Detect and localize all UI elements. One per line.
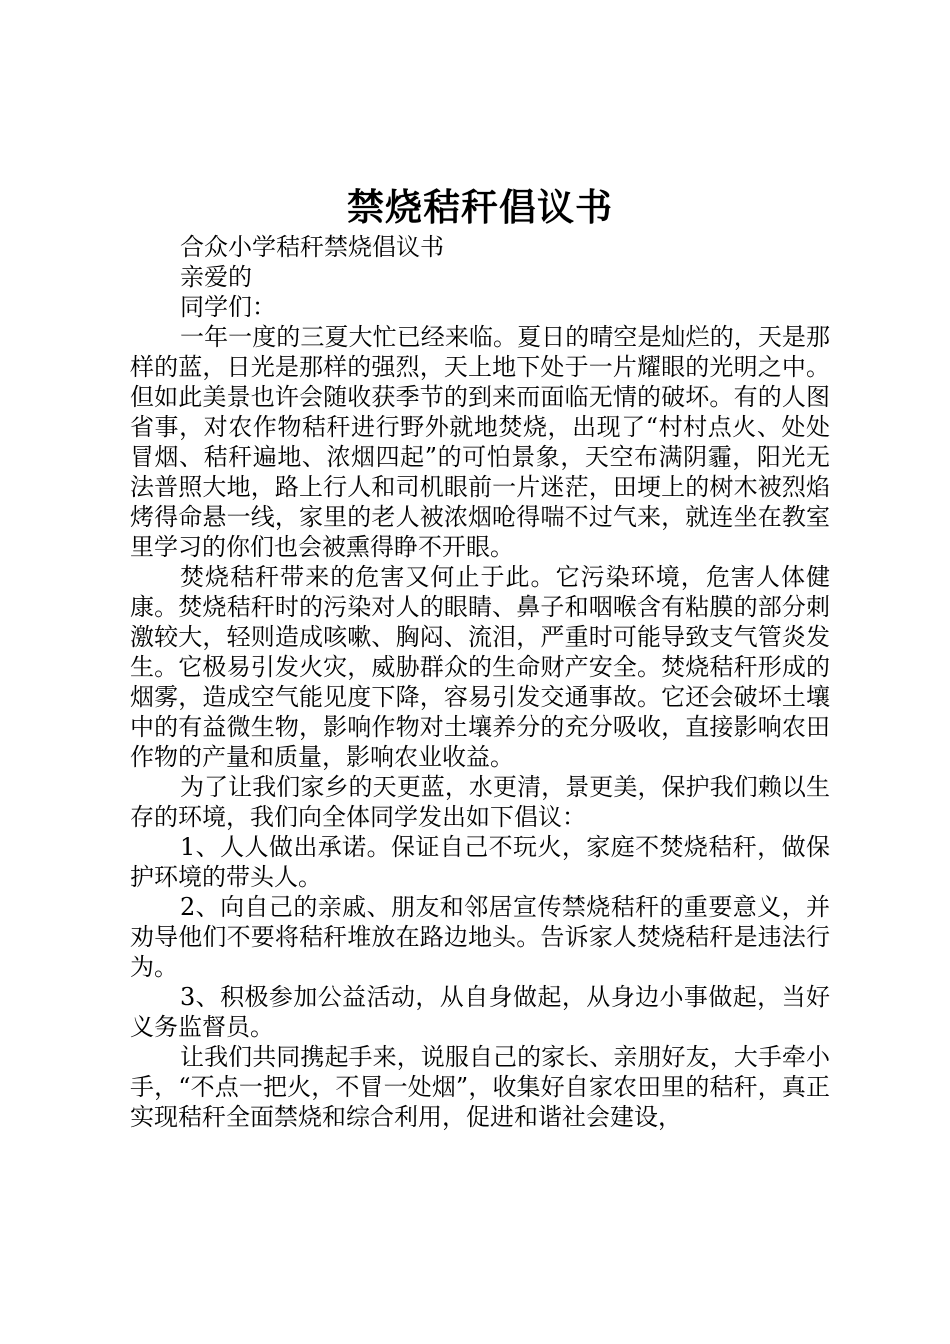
salutation-line-2: 同学们： — [180, 293, 276, 321]
salutation-line-1: 亲爱的 — [180, 263, 252, 291]
paragraph: 一年一度的三夏大忙已经来临。夏日的晴空是灿烂的，天是那样的蓝，日光是那样的强烈，天上地下处于一片耀眼的光明之中。但如此美景也许会随收获季节的到来而面临无情的破坏。有的人图省事，对农作物秸秆进行野外就地焚烧，出现了“村村点火、处处冒烟、秸秆遍地、浓烟四起”的可怕景象，天空布满阴霾，阳光无法普照大地，路上行人和司机眼前一片迷茫，田埂上的树木被烈焰烤得命悬一线，家里的老人被浓烟呛得喘不过气来，就连坐在教室里学习的你们也会被熏得睁不开眼。 — [130, 323, 830, 561]
list-item: 1、人人做出承诺。保证自己不玩火，家庭不焚烧秸秆，做保护环境的带头人。 — [130, 833, 830, 891]
paragraph: 焚烧秸秆带来的危害又何止于此。它污染环境，危害人体健康。焚烧秸秆时的污染对人的眼睛、鼻子和咽喉含有粘膜的部分刺激较大，轻则造成咳嗽、胸闷、流泪，严重时可能导致支气管炎发生。它极易引发火灾，威胁群众的生命财产安全。焚烧秸秆形成的烟雾，造成空气能见度下降，容易引发交通事故。它还会破坏土壤中的有益微生物，影响作物对土壤养分的充分吸收，直接影响农田作物的产量和质量，影响农业收益。 — [130, 563, 830, 771]
paragraph: 让我们共同携起手来，说服自己的家长、亲朋好友，大手牵小手，“不点一把火，不冒一处烟”，收集好自家农田里的秸秆，真正实现秸秆全面禁烧和综合利用，促进和谐社会建设， — [130, 1043, 830, 1131]
list-item: 2、向自己的亲戚、朋友和邻居宣传禁烧秸秆的重要意义，并劝导他们不要将秸秆堆放在路边地头。告诉家人焚烧秸秆是违法行为。 — [130, 893, 830, 981]
document-body — [130, 232, 830, 1132]
list-item: 3、积极参加公益活动，从自身做起，从身边小事做起，当好义务监督员。 — [130, 983, 830, 1041]
document-title: 禁烧秸秆倡议书 — [347, 186, 613, 229]
paragraph: 为了让我们家乡的天更蓝，水更清，景更美，保护我们赖以生存的环境，我们向全体同学发出如下倡议： — [130, 773, 830, 831]
subtitle-line: 合众小学秸秆禁烧倡议书 — [180, 233, 444, 261]
